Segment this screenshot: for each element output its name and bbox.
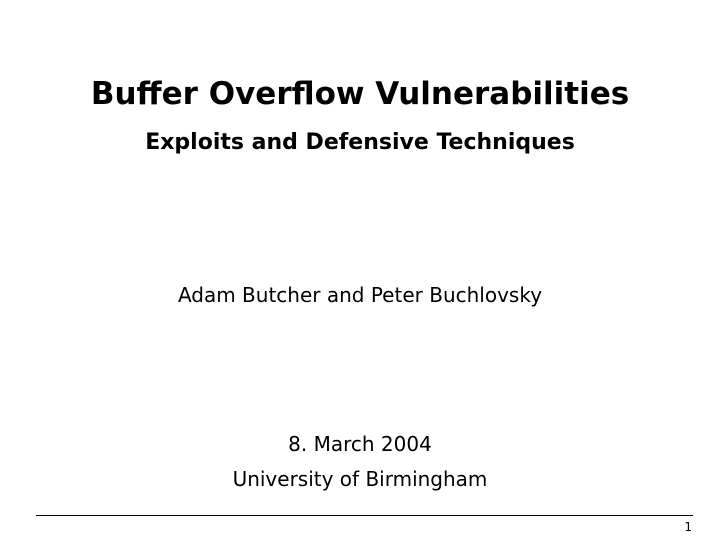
footer-divider — [36, 515, 693, 516]
slide-subtitle: Exploits and Defensive Techniques — [145, 130, 575, 155]
authors: Adam Butcher and Peter Buchlovsky — [177, 283, 543, 307]
page-number: 1 — [684, 520, 692, 534]
institution: University of Birmingham — [232, 467, 488, 491]
slide-title: Buffer Overflow Vulnerabilities — [90, 76, 630, 112]
presentation-date: 8. March 2004 — [288, 432, 432, 456]
